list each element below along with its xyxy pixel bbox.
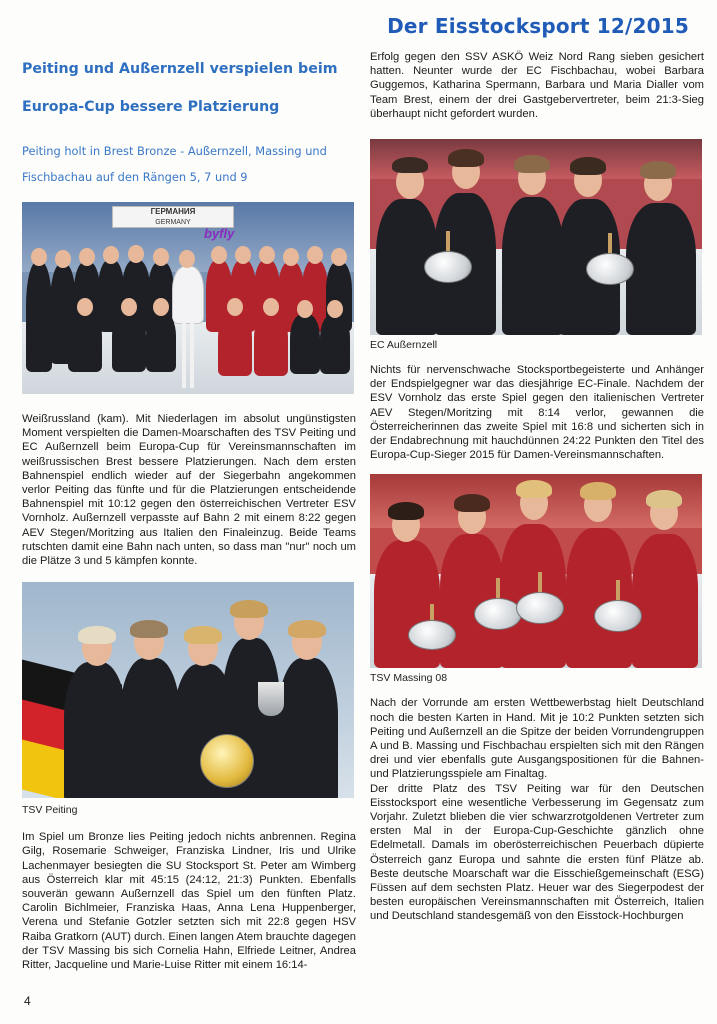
page-number: 4	[24, 994, 31, 1008]
caption-peiting: TSV Peiting	[22, 804, 78, 817]
right-column	[370, 50, 704, 924]
right-paragraph-1: Erfolg gegen den SSV ASKÖ Weiz Nord Rang sieben gesichert hatten. Neunter wurde der EC Fischbachau, wobei Barbara Guggemos, Katharina Spermann, Barbara und Maria Dialler vom Team Brest, einem der drei Gastgebervertreter, beim 21:3-Sieg überhaupt nicht gefordert wurden.	[370, 51, 704, 120]
article-subhead	[22, 138, 356, 190]
left-paragraph-2: Im Spiel um Bronze lies Peiting jedoch nichts anbrennen. Regina Gilg, Rosemarie Schweiger, Franziska Lindner, Iris und Ulrike Lachenmayer besiegten die SU Stocksport St. Peter am Wimberg aus Österreich klar mit 45:15 (24:12, 21:3) Punkten. Ebenfalls souverän gewann Außernzell das Spiel um den fünften Platz. Carolin Bichlmeier, Franziska Haas, Anna Lena Huppenberger, Verena und Stefanie Gotzler setzten sich mit 22:8 gegen HSV Raiba Gratkorn (AUT) durch. Einen langen Atem brauchte dagegen der TSV Massing bis sich Cornelia Hahn, Elfriede Leitner, Andrea Ritter, Jacqueline und Marie-Luise Ritter mit einem 16:14-	[22, 831, 356, 972]
eisstock-2	[586, 253, 634, 285]
magazine-title: Der Eisstocksport 12/2015	[387, 14, 689, 38]
banner-text: ГЕРМАНИЯ	[150, 207, 196, 216]
left-paragraph-1: Weißrussland (kam). Mit Niederlagen im absolut ungünstigsten Moment verspielten die Damen-Moarschaften des TSV Peiting und EC Außernzell beim Europa-Cup für Vereinsmannschaften im weißrussischen Brest bessere Platzierungen. Nach dem ersten Bahnenspiel endlich wieder auf der Siegerbahn angekommen verlor Peiting das fünfte und für die Platzierungen entscheidende Bahnenspiel mit 10:12 gegen den österreichischen Vertreter ESV Vornholz. Außernzell verpasste auf Bahn 2 mit einem 8:22 gegen AEV Stegen/Moritzing aus Italien den Finaleinzug. Beide Teams rutschten damit eine Bahn nach unten, so dass man "nur" noch um die Plätze 3 und 5 kämpfen konnte.	[22, 413, 356, 568]
banner-sub: GERMANY	[155, 219, 191, 226]
massing-photo	[370, 474, 702, 668]
group-photo	[22, 202, 354, 394]
right-paragraph-4: Der dritte Platz des TSV Peiting war für den Deutschen Eisstocksport eine wesentliche Verbesserung im Gegensatz zum Vorjahr. Zuletzt blieben die vier schwarzrotgoldenen Vertreter zum ersten Mal in der Europa-Cup-Geschichte gänzlich ohne Edelmetall. Damals im oberösterreichischen Peuerbach düpierte Österreich ganz Europa und sahnte die ersten fünf Plätze ab. Beste deutsche Moarschaft war die Eisschießgemeinschaft (ESG) Füssen auf dem sechsten Platz. Heuer war des Siegerpodest der besten europäischen Vereinsmannschaften mit Österreich, Italien und Deutschland standesgemäß von den Eisstock-Hochburgen	[370, 782, 704, 923]
article-headline	[22, 50, 356, 126]
right-paragraph-2: Nichts für nervenschwache Stocksportbegeisterte und Anhänger der Endspielgegner war das diesjährige EC-Finale. Nachdem der ESV Vornholz das erste Spiel gegen den italienischen Vertreter AEV Stegen/Moritzing mit 8:14 verlor, gewannen die Österreicherinnen das zweite Spiel mit 16:8 und sicherten sich in der Endabrechnung mit hauchdünnen 24:22 Punkten den Titel des Europa-Cup-Sieger 2015 für Damen-Vereinsmannschaften.	[370, 364, 704, 462]
sponsor-logo: byfly	[204, 226, 235, 241]
caption-ausserzell: EC Außernzell	[370, 339, 438, 352]
subhead-line-2: Fischbachau auf den Rängen 5, 7 und 9	[22, 170, 248, 184]
caption-massing: TSV Massing 08	[370, 672, 448, 685]
subhead-line-1: Peiting holt in Brest Bronze - Außernzell, Massing und	[22, 144, 327, 158]
gold-plate	[200, 734, 254, 788]
headline-line-1: Peiting und Außernzell verspielen beim	[22, 61, 338, 77]
eisstock-1	[424, 251, 472, 283]
ausserzell-photo	[370, 139, 702, 335]
trophy	[258, 682, 284, 716]
peiting-photo	[22, 582, 354, 798]
left-column	[22, 50, 356, 972]
headline-line-2: Europa-Cup bessere Platzierung	[22, 99, 280, 115]
right-paragraph-3: Nach der Vorrunde am ersten Wettbewerbstag hielt Deutschland noch die besten Karten in Hand. Mit je 10:2 Punkten setzten sich Peiting und Außernzell an die Spitze der beiden Vorrundengruppen A und B. Massing und Fischbachau erspielten sich mit den Rängen drei und vier ebenfalls gute Ausgangspositionen für die Bahnen- und Platzierungsspiele am Finaltag.	[370, 697, 704, 781]
germany-banner	[112, 206, 234, 228]
